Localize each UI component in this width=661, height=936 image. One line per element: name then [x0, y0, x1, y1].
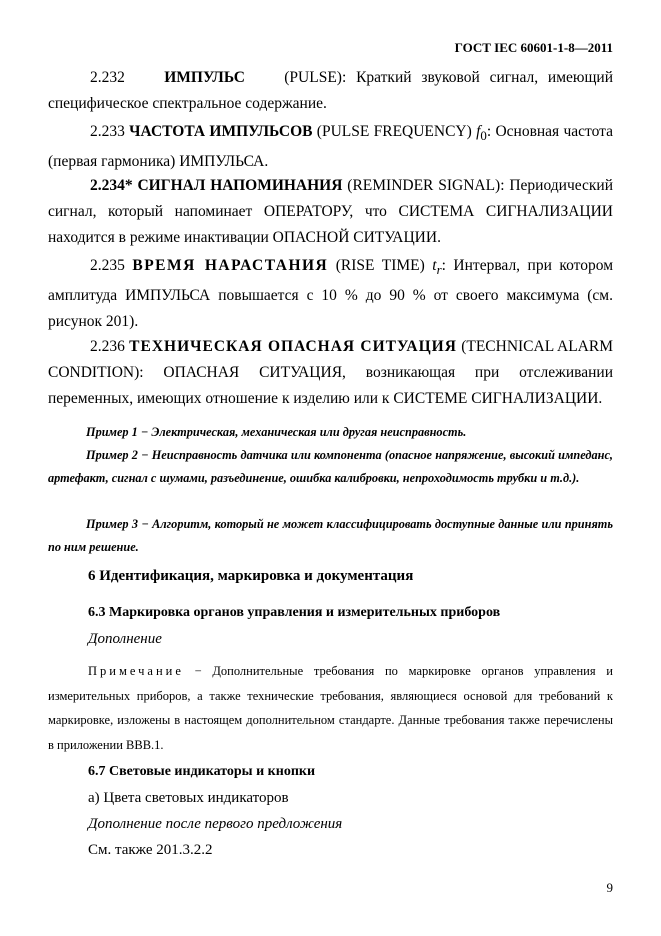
definition-number: 2.234* — [90, 177, 133, 194]
definition-symbol: t — [432, 257, 437, 274]
definition-number: 2.236 — [90, 338, 125, 355]
definition-2-236 — [48, 334, 613, 412]
definition-2-233 — [48, 119, 613, 175]
note-label: Примечание — [88, 664, 184, 678]
definition-text: (TECHNICAL ALARM CONDITION): ОПАСНАЯ СИТУАЦИЯ, возникающая при отслеживании переменных, имеющих отношение к изделию или к СИСТЕМЕ СИГНАЛИЗАЦИИ. — [48, 338, 613, 407]
example-1: Пример 1 − Электрическая, механическая или другая неисправность. — [86, 425, 467, 439]
definition-subscript: r — [436, 262, 442, 278]
section-6-heading: 6 Идентификация, маркировка и документация — [88, 568, 414, 584]
definition-number: 2.232 — [90, 69, 125, 86]
definition-term: ЧАСТОТА ИМПУЛЬСОВ — [129, 123, 313, 140]
addition-after-first-sentence: Дополнение после первого предложения — [88, 816, 343, 832]
definition-text-continued: : Интервал, при котором амплитуда ИМПУЛЬСА повышается с 10 % до 90 % от своего максимума (см. рисунок 201). — [48, 257, 614, 331]
definition-number: 2.235 — [90, 257, 125, 274]
definition-symbol: f — [476, 123, 481, 140]
definition-2-232 — [48, 65, 613, 117]
definition-term: СИГНАЛ НАПОМИНАНИЯ — [137, 177, 343, 194]
standard-header: ГОСТ IEC 60601-1-8—2011 — [454, 40, 613, 55]
section-6-3-heading: 6.3 Маркировка органов управления и измерительных приборов — [88, 605, 501, 620]
addition-label: Дополнение — [88, 631, 162, 647]
definition-term: ВРЕМЯ НАРАСТАНИЯ — [132, 257, 329, 274]
definition-term: ИМПУЛЬС — [164, 69, 245, 86]
definition-text: (PULSE): Краткий звуковой сигнал, имеющий специфическое спектральное содержание. — [48, 69, 614, 112]
item-a: a) Цвета световых индикаторов — [88, 790, 289, 806]
note-text: − Дополнительные требования по маркировке органов управления и измерительных приборов, а также технические требования, являющиеся основой для требований к маркировке, изложены в настоящем дополнительном стандарте. Данные требования также перечислены в приложении ВВВ.1. — [48, 664, 613, 752]
definition-term: ТЕХНИЧЕСКАЯ ОПАСНАЯ СИТУАЦИЯ — [129, 338, 457, 355]
section-6-7-heading: 6.7 Световые индикаторы и кнопки — [88, 764, 316, 779]
see-also-reference: См. также 201.3.2.2 — [88, 842, 213, 858]
definition-text: (REMINDER SIGNAL): Периодический сигнал, который напоминает ОПЕРАТОРУ, что СИСТЕМА СИГНАЛИЗАЦИИ находится в режиме инактивации ОПАСНОЙ СИТУАЦИИ. — [48, 177, 614, 246]
definition-text: (RISE TIME) — [335, 257, 425, 274]
page-number: 9 — [606, 880, 613, 895]
example-2: Пример 2 − Неисправность датчика или компонента (опасное напряжение, высокий импеданс, артефакт, сигнал с шумами, разъединение, ошибка калибровки, непроходимость трубки и т.д.). — [48, 448, 613, 485]
definition-2-234 — [48, 173, 613, 251]
example-3: Пример 3 − Алгоритм, который не может классифицировать доступные данные или принять по ним решение. — [48, 517, 613, 554]
note-paragraph — [48, 659, 613, 757]
definition-subscript: 0 — [480, 128, 487, 144]
definition-number: 2.233 — [90, 123, 125, 140]
definition-2-235 — [48, 253, 613, 335]
definition-text-continued: : Основная частота (первая гармоника) ИМПУЛЬСА. — [48, 123, 613, 171]
definition-text: (PULSE FREQUENCY) — [316, 123, 472, 140]
